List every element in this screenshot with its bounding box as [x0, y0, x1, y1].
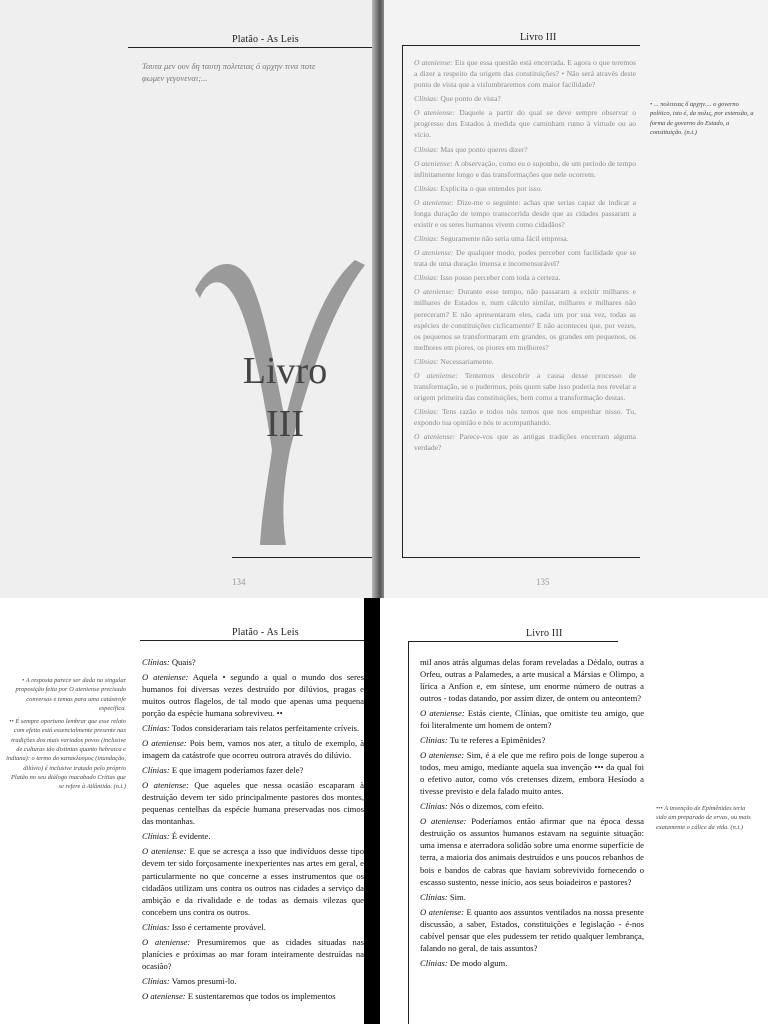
bottom-spread — [0, 598, 768, 1024]
dialogue-text: Dize-me o seguinte: achas que serias capaz de indicar a longa duração de tempo transcorrida desde que as cidades passaram a existir e os seres humanos vivem como cidadãos? — [414, 197, 636, 230]
dialogue-paragraph — [414, 107, 636, 140]
speaker-label: Clínias: — [142, 765, 170, 776]
speaker-label: O ateniense: — [414, 108, 455, 118]
speaker-label: O ateniense: — [142, 780, 189, 791]
dialogue-text: De qualquer modo, podes perceber com facilidade que se trata de uma duração imensa e incomensurável? — [414, 248, 636, 269]
footnote: • A resposta parece ser dada na singular proposição feita por O ateniense precisado conversas e temas para uma catástrofe específica. — [15, 677, 126, 712]
dialogue-paragraph — [142, 737, 364, 761]
page-number-135: 135 — [536, 577, 550, 587]
dialogue-text: Durante esse tempo, não passaram a existir milhares e milhares de Estados e, num cálculo similar, milhares e milhares não pereceram? E não apresentaram eles, cada um por sua vez, todas as espécies de constituições ciclicamente? E não aconteceu que, por vezes, os pequenos se transformaram em grandes, os grandes em pequenos, os melhores em piores, os piores em melhores? — [414, 287, 636, 352]
running-header-left: Platão - As Leis — [232, 34, 299, 45]
dialogue-text: Poderíamos então afirmar que na época dessa destruição os assuntos humanos estavam na seguinte situação: uma imensa e aterradora solidão sobre uma enorme superfície de terra, a maioria dos animais destruídos e uns poucos rebanhos de bois e bandos de cabras que haviam sobrevivido fornecendo o escasso sustento, nesse início, aos seus boiadeiros e pastores? — [420, 816, 644, 887]
speaker-label: Clínias: — [420, 801, 448, 812]
dialogue-text: A observação, como eu o suponho, de um período de tempo infinitamente longo e das transformações que nele ocorrem. — [414, 158, 637, 179]
dialogue-text: Parece-vos que as antigas tradições encerram alguma verdade? — [414, 432, 636, 453]
dialogue-paragraph — [420, 891, 644, 903]
greek-epigraph: Ταυτα μεν ουν δη ταυτη πολιτειας ό αρχην τινα ποτε φωμεν γεγονεναι;... — [142, 61, 316, 84]
speaker-label: O ateniense: — [142, 672, 189, 683]
dialogue-paragraph — [142, 671, 364, 719]
dialogue-text: Estás ciente, Clínias, que omitiste teu amigo, que foi literalmente um homem de ontem? — [420, 708, 645, 731]
dialogue-text: Tens razão e todos nós temos que nos empenhar nisso. Tu, expondo tua opinião e nós te acompanhando. — [414, 407, 636, 428]
text-column — [414, 57, 636, 457]
dialogue-text: Que ponto de vista? — [438, 94, 501, 104]
page-frame-left — [402, 45, 403, 557]
dialogue-text: Vamos presumi-lo. — [169, 975, 237, 986]
dialogue-paragraph — [142, 921, 364, 933]
header-rule — [408, 641, 618, 642]
dialogue-text: Explicita o que entendes por isso. — [438, 183, 543, 193]
footnote: •• É sempre oportuno lembrar que esse relato com efeito está essencialmente presente nas tradições dos mais variados povos (inclusive de culturas tão distintas quanto hebraica e indiana): o termo do κατακλυσμος (inundação, dilúvio) é inclusive tratado pelo próprio Platão no seu diálogo inacabado Crítias que se refere à Atlântida. (n.t.) — [6, 718, 126, 791]
dialogue-paragraph — [420, 656, 644, 704]
dialogue-text: Nós o dizemos, com efeito. — [447, 801, 544, 812]
dialogue-text: Sim, é a ele que me refiro pois de longe superou a todos, meu amigo, mediante aquela sua invenção ••• da qual foi o efetivo autor, como vós cretenses dizem, embora Hesíodo a tivesse previsto e dela falado muito antes. — [420, 750, 644, 797]
dialogue-text: Necessariamente. — [438, 356, 494, 366]
dialogue-text: Eis que essa questão está encerrada. E agora o que teremos a dizer a respeito da origem das constituições? • Não será através deste ponto de vista que a vislumbraremos com maior facilidade? — [414, 58, 636, 90]
dialogue-text: Daquele a partir do qual se deve sempre observar o progresso dos Estados à medida que caminham rumo à virtude ou ao vício. — [414, 108, 637, 140]
dialogue-text: Tentemos descobrir a causa desse processo de transformação, se o pudermos, pois quem sabe isso poderia nos revelar a origem primeira das constituições, bem como a transformação destas. — [414, 370, 636, 403]
speaker-label: Clínias: — [420, 735, 448, 746]
speaker-label: Clínias: — [414, 234, 439, 244]
speaker-label: Clínias: — [414, 407, 439, 417]
page-right-bottom — [380, 598, 768, 1024]
dialogue-paragraph — [420, 906, 644, 954]
footnote-margin: ••• A invenção de Epimênides teria sido um preparado de ervas, ou mais exatamente o cálice da vida. (n.t.) — [656, 805, 751, 831]
chapter-number: III — [266, 403, 304, 445]
dialogue-text: Sim. — [447, 891, 466, 902]
speaker-label: O ateniense: — [414, 197, 454, 207]
speaker-label: O ateniense: — [414, 287, 455, 297]
dialogue-paragraph — [420, 815, 644, 887]
footnotes-margin — [6, 676, 126, 795]
speaker-label: Clínias: — [414, 144, 439, 154]
dialogue-paragraph — [142, 845, 364, 917]
speaker-label: O ateniense: — [414, 370, 458, 380]
chapter-title: Livro — [242, 350, 328, 392]
dialogue-paragraph — [142, 764, 364, 776]
dialogue-text: É evidente. — [169, 831, 211, 842]
dialogue-paragraph — [414, 197, 636, 230]
dialogue-text: mil anos atrás algumas delas foram reveladas a Dédalo, outras a Orfeu, outras a Palamedes, a arte musical a Mársias e Olimpo, a lírica a Anfíon e, em síntese, um enorme número de outras a outros - todas datando, por assim dizer, de ontem ou anteontem? — [420, 657, 644, 704]
speaker-label: O ateniense: — [414, 248, 454, 258]
dialogue-text: Isso posso perceber com toda a certeza. — [438, 273, 561, 283]
dialogue-text: Presumiremos que as cidades situadas nas planícies e próximas ao mar foram inteiramente destruídas na ocasião? — [142, 936, 364, 971]
speaker-label: Clínias: — [142, 975, 170, 986]
footer-rule — [402, 557, 640, 558]
dialogue-text: Mas que ponto queres dizer? — [438, 144, 528, 154]
gamma-letter-graphic — [190, 250, 370, 550]
dialogue-paragraph — [414, 183, 636, 194]
running-header-right: Livro III — [526, 628, 563, 639]
dialogue-paragraph — [414, 356, 636, 367]
speaker-label: Clínias: — [420, 957, 448, 968]
dialogue-paragraph — [142, 990, 364, 1002]
dialogue-text: Que aqueles que nessa ocasião escaparam à destruição devem ter sido principalmente pastores dos montes, pequenas centelhas da espécie humana preservadas nos cimos das montanhas. — [142, 780, 364, 827]
dialogue-text: E que imagem poderíamos fazer dele? — [169, 765, 304, 776]
page-135 — [384, 0, 768, 598]
dialogue-paragraph — [142, 936, 364, 972]
page-number-134: 134 — [232, 577, 246, 587]
dialogue-text: Todos considerariam tais relatos perfeitamente críveis. — [169, 723, 360, 734]
dialogue-text: Pois bem, vamos nos ater, a título de exemplo, à imagem da catástrofe que ocorreu outrora através do dilúvio. — [142, 738, 365, 761]
header-rule — [402, 45, 640, 46]
speaker-label: O ateniense: — [414, 432, 456, 442]
speaker-label: Clínias: — [142, 831, 170, 842]
dialogue-paragraph — [414, 272, 636, 283]
dialogue-paragraph — [142, 656, 364, 668]
speaker-label: Clínias: — [414, 183, 439, 193]
running-header-left: Platão - As Leis — [232, 627, 299, 638]
header-rule — [128, 47, 376, 48]
dialogue-paragraph — [420, 800, 644, 812]
speaker-label: O ateniense: — [414, 158, 453, 168]
dialogue-text: E quanto aos assuntos ventilados na nossa presente discussão, a saber, Estados, constituições e legislação - é-nos cabível pensar que eles pudessem ter retido qualquer lembrança, falando no geral, de tais assuntos? — [420, 906, 644, 953]
speaker-label: O ateniense: — [420, 708, 465, 719]
dialogue-paragraph — [414, 247, 636, 269]
speaker-label: O ateniense: — [414, 58, 453, 67]
speaker-label: O ateniense: — [142, 936, 191, 947]
footer-rule — [232, 557, 376, 558]
dialogue-paragraph — [420, 734, 644, 746]
dialogue-text: Aquela • segundo a qual o mundo dos seres humanos foi diversas vezes destruído por dilúvios, pragas e muitos outros flagelos, de tal modo que apenas uma pequena porção da espécie humana sobreviveu. •• — [142, 672, 365, 719]
speaker-label: O ateniense: — [142, 738, 187, 749]
speaker-label: O ateniense: — [142, 990, 186, 1001]
dialogue-text: De modo algum. — [447, 957, 508, 968]
dialogue-paragraph — [414, 233, 636, 244]
speaker-label: Clínias: — [414, 273, 439, 283]
dialogue-text: E sustentaremos que todos os implementos — [185, 990, 336, 1001]
footnote-margin: • ... πολιτειας δ αρχην.... o governo político, isto é, da πολις, por extensão, a forma de governo do Estado, a constituição. (n.t.) — [650, 100, 760, 137]
dialogue-text: Seguramente não seria uma fácil empresa. — [438, 234, 569, 244]
speaker-label: O ateniense: — [420, 816, 467, 827]
dialogue-paragraph — [420, 957, 644, 969]
dialogue-text: Isso é certamente provável. — [169, 921, 266, 932]
dialogue-paragraph — [414, 370, 636, 403]
speaker-label: Clínias: — [420, 891, 448, 902]
speaker-label: Clínias: — [142, 723, 170, 734]
running-header-right: Livro III — [520, 32, 557, 43]
dialogue-paragraph — [420, 707, 644, 731]
dialogue-paragraph — [420, 749, 644, 797]
speaker-label: O ateniense: — [142, 846, 187, 857]
page-left-bottom — [0, 598, 372, 1024]
header-rule — [140, 640, 364, 641]
dialogue-paragraph — [414, 406, 636, 428]
dialogue-paragraph — [414, 93, 636, 104]
speaker-label: Clínias: — [414, 94, 439, 104]
dialogue-paragraph — [142, 779, 364, 827]
dialogue-paragraph — [142, 975, 364, 987]
dialogue-paragraph — [414, 144, 636, 155]
dialogue-text: E que se acresça a isso que indivíduos desse tipo devem ter sido forçosamente inexperientes nas artes em geral, e particularmente no que concerne a esses instrumentos que os cidadãos utilizam uns contra os outros nas cidades a serviço da ambição e da rivalidade e de todas as demais vilezas que concebem uns contra os outros. — [142, 846, 364, 917]
text-column — [420, 656, 644, 972]
speaker-label: Clínias: — [142, 657, 170, 667]
dialogue-paragraph — [414, 57, 636, 90]
dialogue-paragraph — [142, 830, 364, 842]
page-frame-left — [408, 641, 409, 1024]
speaker-label: O ateniense: — [420, 906, 464, 917]
dialogue-paragraph — [142, 722, 364, 734]
dialogue-text: Quais? — [169, 657, 196, 667]
dialogue-paragraph — [414, 286, 636, 352]
dialogue-paragraph — [414, 158, 636, 180]
speaker-label: Clínias: — [142, 921, 170, 932]
text-column — [142, 656, 364, 1005]
dialogue-text: Tu te referes a Epimênides? — [447, 735, 546, 746]
page-134 — [0, 0, 380, 598]
speaker-label: Clínias: — [414, 356, 439, 366]
speaker-label: O ateniense: — [420, 750, 465, 761]
dialogue-paragraph — [414, 431, 636, 453]
